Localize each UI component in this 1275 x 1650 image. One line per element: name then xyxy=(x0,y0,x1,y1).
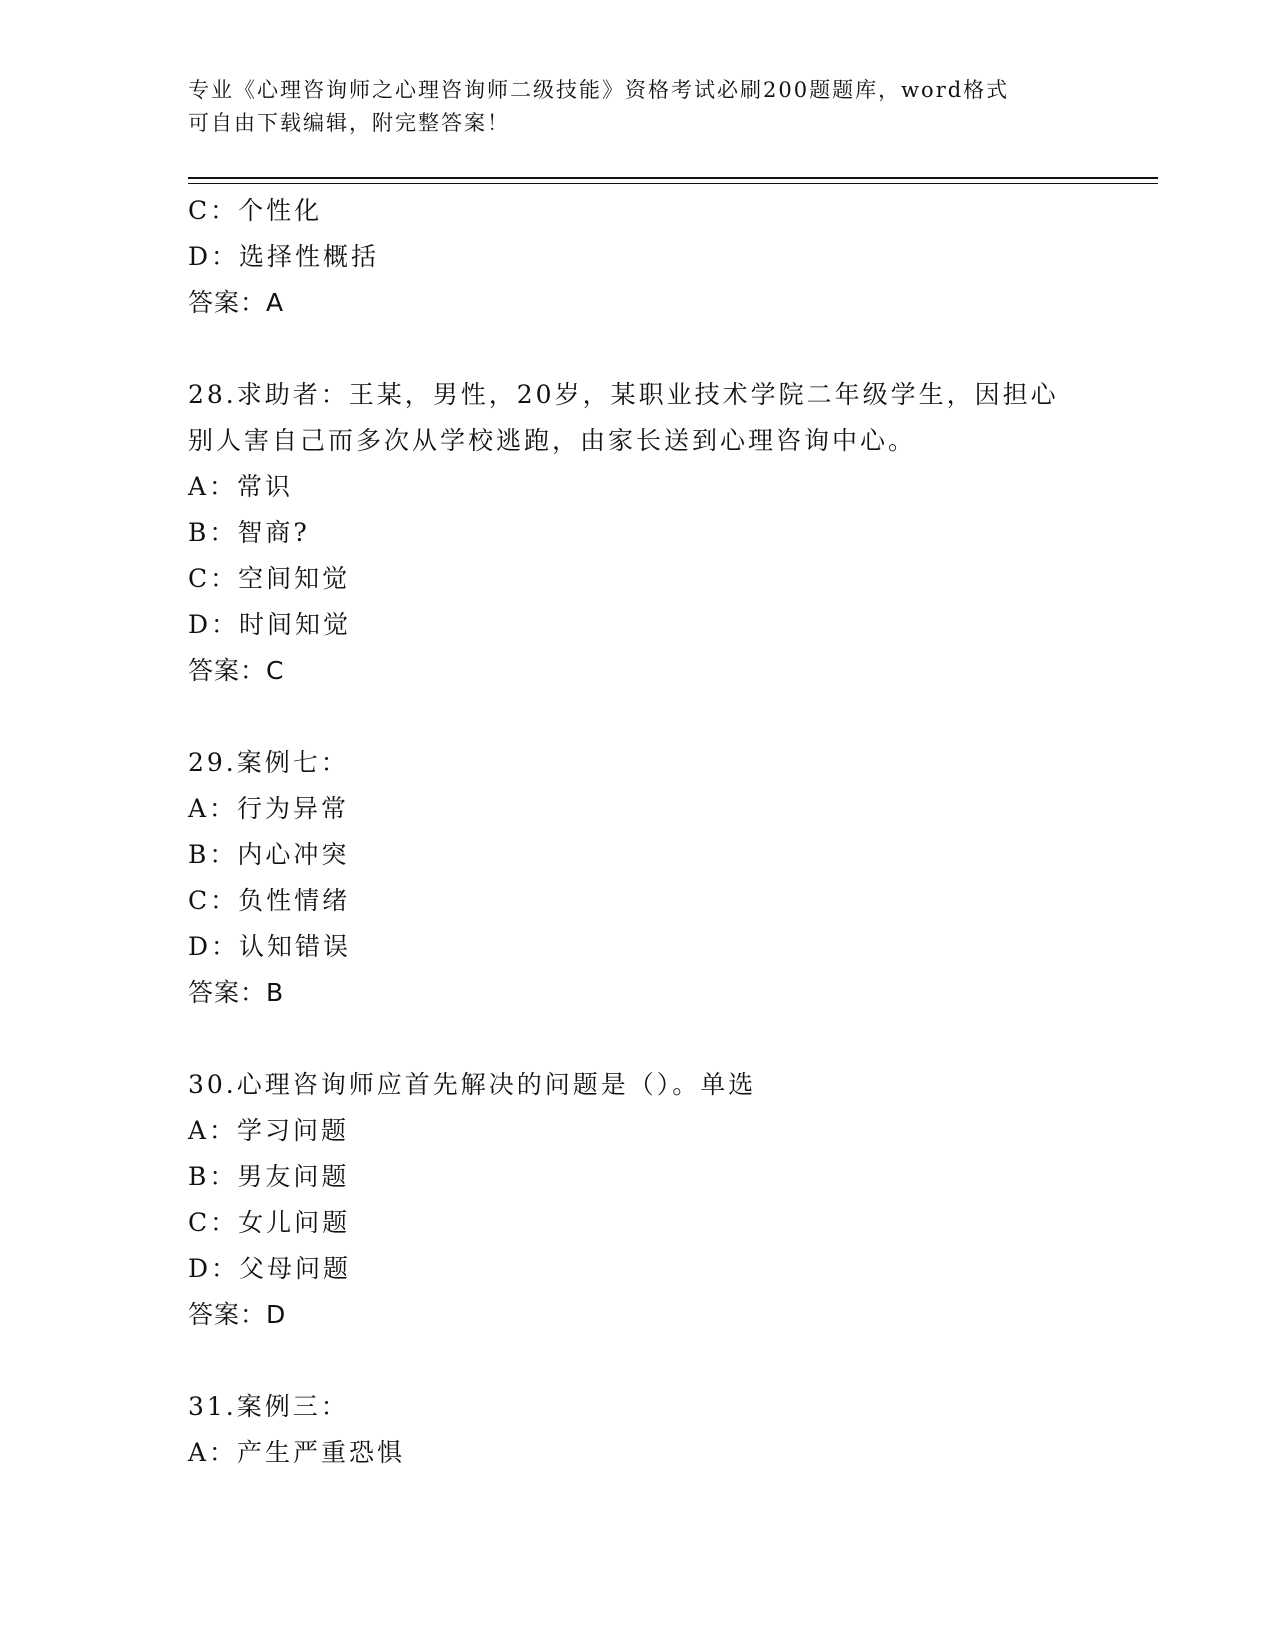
answer: 答案：C xyxy=(188,656,285,685)
option-a: A：行为异常 xyxy=(188,794,350,823)
header-line-2: 可自由下载编辑，附完整答案！ xyxy=(188,111,510,135)
question-28 xyxy=(188,372,1148,694)
question-31 xyxy=(188,1384,1148,1476)
option-a: A：产生严重恐惧 xyxy=(188,1438,406,1467)
header-divider-thin xyxy=(188,183,1158,184)
question-30 xyxy=(188,1062,1148,1338)
question-text-line-1: 28.求助者：王某，男性，20岁，某职业技术学院二年级学生，因担心 xyxy=(188,380,1059,409)
option-a: A：学习问题 xyxy=(188,1116,350,1145)
answer: 答案：D xyxy=(188,1300,287,1329)
question-text: 30.心理咨询师应首先解决的问题是（）。单选 xyxy=(188,1070,757,1099)
option-b: B：男友问题 xyxy=(188,1162,350,1191)
question-text: 31.案例三： xyxy=(188,1392,349,1421)
header-divider-thick xyxy=(188,177,1158,179)
option-d: D：时间知觉 xyxy=(188,610,352,639)
document-header xyxy=(188,74,1068,140)
spacer xyxy=(188,1016,1148,1062)
option-c: C：空间知觉 xyxy=(188,564,351,593)
answer: 答案：B xyxy=(188,978,285,1007)
option-d: D：父母问题 xyxy=(188,1254,352,1283)
option-d: D：选择性概括 xyxy=(188,242,380,271)
option-c: C：女儿问题 xyxy=(188,1208,351,1237)
header-line-1: 专业《心理咨询师之心理咨询师二级技能》资格考试必刷200题题库，word格式 xyxy=(188,78,1010,102)
option-a: A：常识 xyxy=(188,472,294,501)
option-b: B：智商? xyxy=(188,518,310,547)
question-text: 29.案例七： xyxy=(188,748,349,777)
question-text-line-2: 别人害自己而多次从学校逃跑，由家长送到心理咨询中心。 xyxy=(188,426,917,455)
question-list xyxy=(188,188,1148,1476)
spacer xyxy=(188,326,1148,372)
spacer xyxy=(188,1338,1148,1384)
option-d: D：认知错误 xyxy=(188,932,352,961)
option-c: C：负性情绪 xyxy=(188,886,351,915)
question-29 xyxy=(188,740,1148,1016)
option-b: B：内心冲突 xyxy=(188,840,350,869)
question-27-tail xyxy=(188,188,1148,326)
option-c: C：个性化 xyxy=(188,196,323,225)
answer: 答案：A xyxy=(188,288,285,317)
spacer xyxy=(188,694,1148,740)
